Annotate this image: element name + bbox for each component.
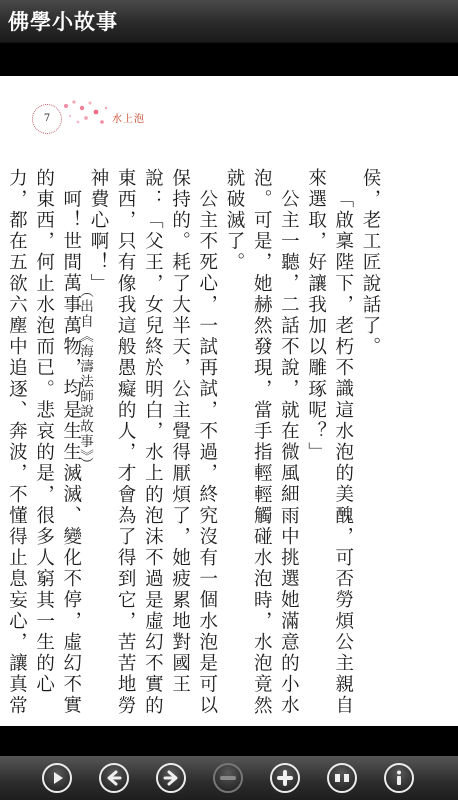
fit-page-icon <box>329 765 355 791</box>
app-title: 佛學小故事 <box>8 10 118 34</box>
zoom-in-icon <box>272 765 298 791</box>
info-button[interactable] <box>384 763 414 793</box>
info-icon <box>386 765 412 791</box>
page-number: 7 <box>32 104 62 134</box>
play-icon <box>44 765 70 791</box>
page-header <box>28 102 188 142</box>
story-paragraph: 呵！世間萬事萬物，均是生生滅滅、變化不停，虛幻不實的東西，何止水泡而已。悲哀的是，很多人窮其一生的心力，都在五欲六塵中追逐、奔波，不懂得止息妄心，讓真常 <box>6 168 82 717</box>
title-bar <box>0 0 458 43</box>
story-text <box>0 168 384 718</box>
story-paragraph: 公主一聽，二話不說，就在微風細雨中挑選她滿意的小水泡。可是，她赫然發現，當手指輕輕觸碰水泡時，水泡竟然就破滅了。 <box>223 168 300 717</box>
book-page[interactable] <box>0 76 458 726</box>
arrow-right-icon <box>158 765 184 791</box>
bottom-toolbar <box>0 756 458 800</box>
chapter-title: 水上泡 <box>112 114 145 125</box>
arrow-left-icon <box>101 765 127 791</box>
previous-page-button[interactable] <box>99 763 129 793</box>
story-paragraph: 公主不死心，一試再試，不過，終究沒有一個水泡是可以保持的。耗了大半天，公主覺得厭煩了，她疲累地對國王說：「父王，女兒終於明白，水上的泡沫不過是虛幻不實的東西，只有像我這般愚癡的人，才會為了得到它，苦苦地勞神費心啊！」 <box>87 168 218 717</box>
flower-decoration-icon <box>56 96 116 136</box>
story-paragraph: 「啟稟陛下，老朽不識這水泡的美醜，可否勞煩公主親自來選取，好讓我加以雕琢呢？」 <box>305 168 354 717</box>
zoom-out-button[interactable] <box>213 763 243 793</box>
source-citation: （出自《海濤法師說故事》） <box>77 284 93 473</box>
story-paragraph: 侯，老工匠說話了。 <box>360 168 381 358</box>
zoom-out-icon <box>215 765 241 791</box>
next-page-button[interactable] <box>156 763 186 793</box>
fit-page-button[interactable] <box>327 763 357 793</box>
zoom-in-button[interactable] <box>270 763 300 793</box>
play-button[interactable] <box>42 763 72 793</box>
